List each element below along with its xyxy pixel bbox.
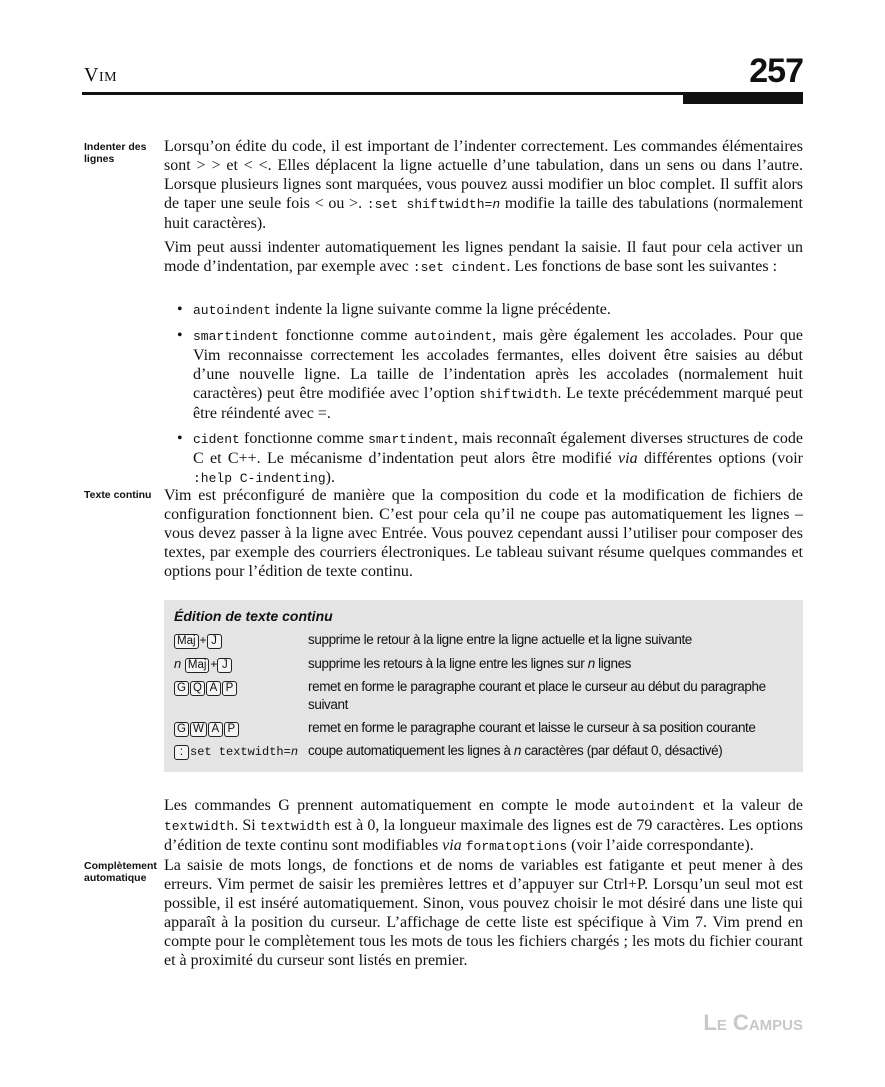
margin-note-completion: Complètement automatique <box>84 860 157 884</box>
row-description: remet en forme le paragraphe courant et place le curseur au début du paragraphe suivant <box>308 679 766 712</box>
key-combo: Maj + J <box>174 631 308 649</box>
key-combo: : set textwidth=n <box>174 742 308 761</box>
paragraph-indent: Lorsqu’on édite du code, il est important de l’indenter correctement. Les commandes élémentaires sont > > et < <. Elles déplacent la ligne actuelle d’une tabulation, dans un sens ou dans l’autre. Lorsque plusieurs lignes sont marquées, vous pouvez aussi modifier un bloc complet. Il suffit alors de taper une seule fois < ou >. :set shiftwidth=n modifie la taille des tabulations (normalement huit caractères). <box>164 138 804 232</box>
row-description: remet en forme le paragraphe courant et laisse le curseur à sa position courante <box>308 720 756 735</box>
header-rule-block <box>683 92 803 104</box>
paragraph-g-commands: Les commandes G prennent automatiquement en compte le mode autoindent et la valeur de textwidth. Si textwidth est à 0, la longueur maximale des lignes est de 79 caractères. Les options d’édition de texte continu sont modifiables via formatoptions (voir l’aide correspondante). <box>164 797 804 854</box>
key-colon: : <box>174 745 189 760</box>
row-description: supprime les retours à la ligne entre les lignes sur n lignes <box>308 656 632 671</box>
table-title: Édition de texte continu <box>174 608 333 624</box>
key-combo <box>174 719 308 737</box>
paragraph-completion: La saisie de mots longs, de fonctions et de noms de variables est fatigante et peut mener à des erreurs. Vim permet de saisir les premières lettres et d’appuyer sur Ctrl+P. Lorsqu’un seul mot est possible, il est inséré automatiquement. Sinon, vous pouvez choisir le mot désiré dans une liste qui apparaît à la position du curseur. L’affichage de cette liste est spécifique à Vim 7. Vim prend en compte pour le complètement tous les mots de tous les fichiers chargés ; les mots du fichier courant et à proximité du curseur sont listés en premier. <box>164 857 803 969</box>
list-item: • cident fonctionne comme smartindent, mais reconnaît également diverses structures de code C et C++. Le mécanisme d’indentation peut alors être modifié via différentes options (voir :help C-indenting). <box>164 429 803 488</box>
key-combo <box>174 678 308 696</box>
key-p: P <box>222 681 237 696</box>
paragraph-autoindent: Vim peut aussi indenter automatiquement les lignes pendant la saisie. Il faut pour cela activer un mode d’indentation, par exemple avec :set cindent. Les fonctions de base sont les suivantes : <box>164 239 803 275</box>
row-description: coupe automatiquement les lignes à n caractères (par défaut 0, désactivé) <box>308 743 723 758</box>
key-w: W <box>190 722 207 737</box>
key-combo: n Maj + J <box>174 655 308 673</box>
list-item: • smartindent fonctionne comme autoindent, mais gère également les accolades. Pour que Vim reconnaisse correctement les accolades fermantes, elles doivent être saisies au début d’une nouvelle ligne. La taille de l’indentation après les accolades (normalement huit caractères) peut être modifiée avec l’option shiftwidth. Le texte précédemment marqué peut être réindenté avec =. <box>164 326 803 423</box>
key-q: Q <box>190 681 205 696</box>
page-number: 257 <box>749 52 803 90</box>
key-j: J <box>217 658 232 673</box>
margin-note-text: Texte continu <box>84 489 152 501</box>
key-p: P <box>224 722 239 737</box>
publisher-logo: Le Campus <box>703 1010 803 1035</box>
commands-table <box>164 600 803 772</box>
key-maj: Maj <box>185 658 210 673</box>
key-a: A <box>206 681 221 696</box>
key-maj: Maj <box>174 634 199 649</box>
key-g: G <box>174 722 189 737</box>
indent-modes-list <box>164 300 803 494</box>
row-description: supprime le retour à la ligne entre la ligne actuelle et la ligne suivante <box>308 632 692 647</box>
running-header-title: Vim <box>84 64 118 86</box>
key-j: J <box>207 634 222 649</box>
list-item: • autoindent indente la ligne suivante comme la ligne précédente. <box>164 300 803 320</box>
margin-note-indent: Indenter des lignes <box>84 141 147 165</box>
key-g: G <box>174 681 189 696</box>
key-a: A <box>208 722 223 737</box>
paragraph-text-continu: Vim est préconfiguré de manière que la composition du code et la modification de fichiers de configuration fonctionnent bien. C’est pour cela qu’il ne coupe pas automatiquement les lignes – vous devez passer à la ligne avec Entrée. Vous pouvez cependant aussi l’utiliser pour composer des textes, par exemple des courriers électroniques. Le tableau suivant résume quelques commandes et options pour l’édition de texte continu. <box>164 487 803 580</box>
